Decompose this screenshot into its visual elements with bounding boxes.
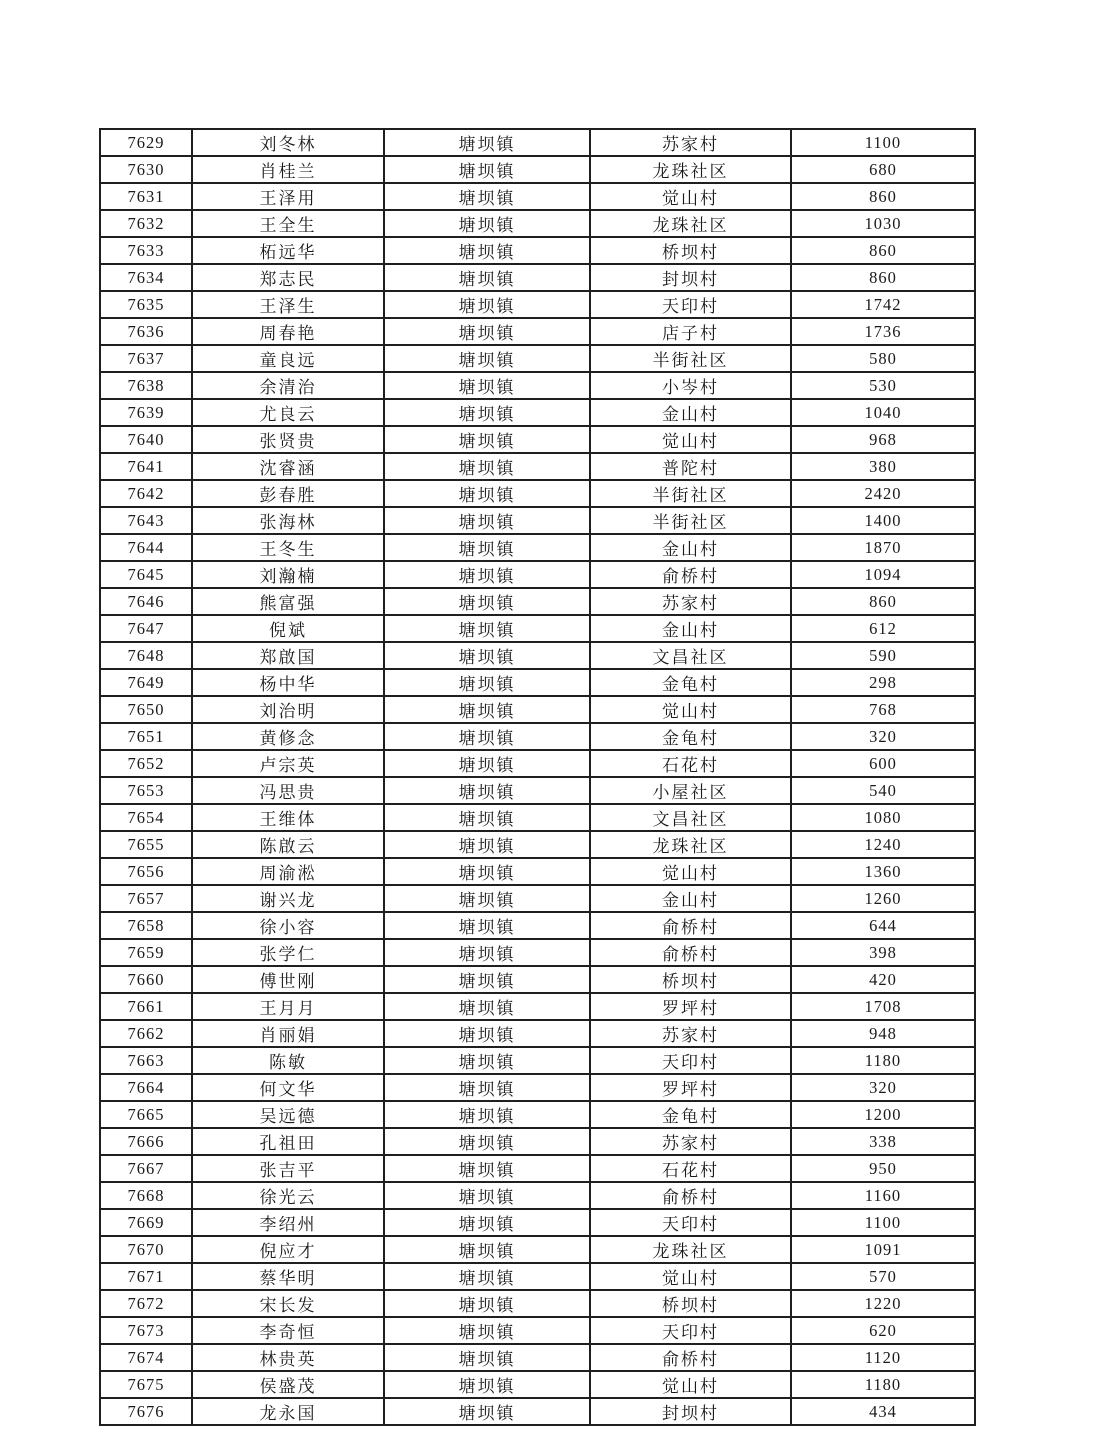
- village-cell: 俞桥村: [590, 1182, 791, 1209]
- table-row: [100, 588, 975, 615]
- serial-cell: 7637: [100, 345, 192, 372]
- serial-cell: 7666: [100, 1128, 192, 1155]
- town-cell: 塘坝镇: [384, 1317, 590, 1344]
- serial-cell: 7667: [100, 1155, 192, 1182]
- name-cell: 杨中华: [192, 669, 384, 696]
- amount-cell: 1094: [791, 561, 975, 588]
- serial-cell: 7629: [100, 129, 192, 156]
- name-cell: 柘远华: [192, 237, 384, 264]
- village-cell: 俞桥村: [590, 1344, 791, 1371]
- name-cell: 蔡华明: [192, 1263, 384, 1290]
- amount-cell: 1708: [791, 993, 975, 1020]
- town-cell: 塘坝镇: [384, 1236, 590, 1263]
- name-cell: 王月月: [192, 993, 384, 1020]
- table-row: [100, 885, 975, 912]
- name-cell: 沈睿涵: [192, 453, 384, 480]
- table-row: [100, 507, 975, 534]
- village-cell: 觉山村: [590, 1263, 791, 1290]
- amount-cell: 1240: [791, 831, 975, 858]
- town-cell: 塘坝镇: [384, 1020, 590, 1047]
- serial-cell: 7639: [100, 399, 192, 426]
- amount-cell: 540: [791, 777, 975, 804]
- serial-cell: 7644: [100, 534, 192, 561]
- amount-cell: 580: [791, 345, 975, 372]
- name-cell: 肖丽娟: [192, 1020, 384, 1047]
- town-cell: 塘坝镇: [384, 453, 590, 480]
- serial-cell: 7673: [100, 1317, 192, 1344]
- table-row: [100, 534, 975, 561]
- village-cell: 苏家村: [590, 129, 791, 156]
- name-cell: 王维体: [192, 804, 384, 831]
- table-row: [100, 831, 975, 858]
- table-row: [100, 804, 975, 831]
- serial-cell: 7640: [100, 426, 192, 453]
- amount-cell: 680: [791, 156, 975, 183]
- name-cell: 刘治明: [192, 696, 384, 723]
- town-cell: 塘坝镇: [384, 1371, 590, 1398]
- table-body: [100, 129, 975, 1425]
- name-cell: 李绍州: [192, 1209, 384, 1236]
- village-cell: 金龟村: [590, 1101, 791, 1128]
- amount-cell: 590: [791, 642, 975, 669]
- town-cell: 塘坝镇: [384, 1155, 590, 1182]
- table-row: [100, 1371, 975, 1398]
- amount-cell: 644: [791, 912, 975, 939]
- village-cell: 石花村: [590, 1155, 791, 1182]
- table-row: [100, 561, 975, 588]
- serial-cell: 7642: [100, 480, 192, 507]
- amount-cell: 950: [791, 1155, 975, 1182]
- village-cell: 半街社区: [590, 345, 791, 372]
- name-cell: 王冬生: [192, 534, 384, 561]
- village-cell: 桥坝村: [590, 1290, 791, 1317]
- village-cell: 天印村: [590, 1317, 791, 1344]
- serial-cell: 7657: [100, 885, 192, 912]
- village-cell: 苏家村: [590, 588, 791, 615]
- amount-cell: 420: [791, 966, 975, 993]
- serial-cell: 7663: [100, 1047, 192, 1074]
- name-cell: 徐光云: [192, 1182, 384, 1209]
- amount-cell: 768: [791, 696, 975, 723]
- serial-cell: 7641: [100, 453, 192, 480]
- village-cell: 石花村: [590, 750, 791, 777]
- serial-cell: 7656: [100, 858, 192, 885]
- village-cell: 封坝村: [590, 1398, 791, 1425]
- amount-cell: 1200: [791, 1101, 975, 1128]
- serial-cell: 7635: [100, 291, 192, 318]
- serial-cell: 7674: [100, 1344, 192, 1371]
- town-cell: 塘坝镇: [384, 1344, 590, 1371]
- serial-cell: 7649: [100, 669, 192, 696]
- name-cell: 谢兴龙: [192, 885, 384, 912]
- town-cell: 塘坝镇: [384, 912, 590, 939]
- town-cell: 塘坝镇: [384, 966, 590, 993]
- serial-cell: 7665: [100, 1101, 192, 1128]
- village-cell: 天印村: [590, 291, 791, 318]
- serial-cell: 7660: [100, 966, 192, 993]
- name-cell: 刘瀚楠: [192, 561, 384, 588]
- amount-cell: 860: [791, 588, 975, 615]
- name-cell: 龙永国: [192, 1398, 384, 1425]
- name-cell: 陈敏: [192, 1047, 384, 1074]
- serial-cell: 7659: [100, 939, 192, 966]
- amount-cell: 1870: [791, 534, 975, 561]
- table-row: [100, 345, 975, 372]
- village-cell: 苏家村: [590, 1020, 791, 1047]
- table-row: [100, 372, 975, 399]
- name-cell: 傅世刚: [192, 966, 384, 993]
- village-cell: 金山村: [590, 534, 791, 561]
- table-row: [100, 264, 975, 291]
- table-row: [100, 183, 975, 210]
- serial-cell: 7651: [100, 723, 192, 750]
- serial-cell: 7654: [100, 804, 192, 831]
- amount-cell: 298: [791, 669, 975, 696]
- table-row: [100, 1155, 975, 1182]
- amount-cell: 1180: [791, 1371, 975, 1398]
- name-cell: 彭春胜: [192, 480, 384, 507]
- name-cell: 余清治: [192, 372, 384, 399]
- name-cell: 吴远德: [192, 1101, 384, 1128]
- amount-cell: 1080: [791, 804, 975, 831]
- town-cell: 塘坝镇: [384, 183, 590, 210]
- table-row: [100, 237, 975, 264]
- town-cell: 塘坝镇: [384, 885, 590, 912]
- amount-cell: 320: [791, 723, 975, 750]
- town-cell: 塘坝镇: [384, 669, 590, 696]
- table-row: [100, 939, 975, 966]
- table-row: [100, 156, 975, 183]
- amount-cell: 434: [791, 1398, 975, 1425]
- town-cell: 塘坝镇: [384, 534, 590, 561]
- name-cell: 童良远: [192, 345, 384, 372]
- village-cell: 封坝村: [590, 264, 791, 291]
- town-cell: 塘坝镇: [384, 858, 590, 885]
- serial-cell: 7647: [100, 615, 192, 642]
- name-cell: 倪应才: [192, 1236, 384, 1263]
- village-cell: 半街社区: [590, 480, 791, 507]
- amount-cell: 1260: [791, 885, 975, 912]
- village-cell: 文昌社区: [590, 804, 791, 831]
- amount-cell: 530: [791, 372, 975, 399]
- amount-cell: 1360: [791, 858, 975, 885]
- serial-cell: 7630: [100, 156, 192, 183]
- village-cell: 金山村: [590, 615, 791, 642]
- name-cell: 黄修念: [192, 723, 384, 750]
- table-row: [100, 669, 975, 696]
- name-cell: 王全生: [192, 210, 384, 237]
- serial-cell: 7662: [100, 1020, 192, 1047]
- table-row: [100, 642, 975, 669]
- table-row: [100, 966, 975, 993]
- name-cell: 冯思贵: [192, 777, 384, 804]
- name-cell: 侯盛茂: [192, 1371, 384, 1398]
- village-cell: 天印村: [590, 1209, 791, 1236]
- serial-cell: 7669: [100, 1209, 192, 1236]
- town-cell: 塘坝镇: [384, 399, 590, 426]
- town-cell: 塘坝镇: [384, 1263, 590, 1290]
- name-cell: 李奇恒: [192, 1317, 384, 1344]
- amount-cell: 1736: [791, 318, 975, 345]
- village-cell: 俞桥村: [590, 561, 791, 588]
- village-cell: 普陀村: [590, 453, 791, 480]
- table-row: [100, 777, 975, 804]
- village-cell: 半街社区: [590, 507, 791, 534]
- table-row: [100, 696, 975, 723]
- town-cell: 塘坝镇: [384, 1209, 590, 1236]
- serial-cell: 7652: [100, 750, 192, 777]
- village-cell: 觉山村: [590, 858, 791, 885]
- village-cell: 罗坪村: [590, 1074, 791, 1101]
- town-cell: 塘坝镇: [384, 210, 590, 237]
- table-row: [100, 993, 975, 1020]
- table-row: [100, 129, 975, 156]
- table-row: [100, 1020, 975, 1047]
- amount-cell: 1030: [791, 210, 975, 237]
- table-row: [100, 1290, 975, 1317]
- name-cell: 王泽生: [192, 291, 384, 318]
- table-row: [100, 1317, 975, 1344]
- town-cell: 塘坝镇: [384, 291, 590, 318]
- town-cell: 塘坝镇: [384, 723, 590, 750]
- town-cell: 塘坝镇: [384, 372, 590, 399]
- village-cell: 龙珠社区: [590, 156, 791, 183]
- town-cell: 塘坝镇: [384, 561, 590, 588]
- serial-cell: 7676: [100, 1398, 192, 1425]
- serial-cell: 7645: [100, 561, 192, 588]
- table-row: [100, 1344, 975, 1371]
- name-cell: 刘冬林: [192, 129, 384, 156]
- village-cell: 店子村: [590, 318, 791, 345]
- table-row: [100, 1263, 975, 1290]
- table-row: [100, 1182, 975, 1209]
- village-cell: 小岑村: [590, 372, 791, 399]
- serial-cell: 7650: [100, 696, 192, 723]
- town-cell: 塘坝镇: [384, 804, 590, 831]
- amount-cell: 948: [791, 1020, 975, 1047]
- town-cell: 塘坝镇: [384, 264, 590, 291]
- town-cell: 塘坝镇: [384, 1398, 590, 1425]
- amount-cell: 398: [791, 939, 975, 966]
- table-row: [100, 426, 975, 453]
- village-cell: 金龟村: [590, 669, 791, 696]
- amount-cell: 1100: [791, 129, 975, 156]
- village-cell: 苏家村: [590, 1128, 791, 1155]
- name-cell: 周渝淞: [192, 858, 384, 885]
- name-cell: 林贵英: [192, 1344, 384, 1371]
- table-row: [100, 318, 975, 345]
- serial-cell: 7648: [100, 642, 192, 669]
- name-cell: 张贤贵: [192, 426, 384, 453]
- name-cell: 何文华: [192, 1074, 384, 1101]
- village-cell: 龙珠社区: [590, 1236, 791, 1263]
- town-cell: 塘坝镇: [384, 1074, 590, 1101]
- amount-cell: 1742: [791, 291, 975, 318]
- name-cell: 倪斌: [192, 615, 384, 642]
- table-row: [100, 1398, 975, 1425]
- town-cell: 塘坝镇: [384, 993, 590, 1020]
- town-cell: 塘坝镇: [384, 588, 590, 615]
- village-cell: 觉山村: [590, 696, 791, 723]
- town-cell: 塘坝镇: [384, 1047, 590, 1074]
- serial-cell: 7655: [100, 831, 192, 858]
- town-cell: 塘坝镇: [384, 615, 590, 642]
- amount-cell: 570: [791, 1263, 975, 1290]
- name-cell: 郑志民: [192, 264, 384, 291]
- town-cell: 塘坝镇: [384, 1101, 590, 1128]
- village-cell: 小屋社区: [590, 777, 791, 804]
- village-cell: 金龟村: [590, 723, 791, 750]
- town-cell: 塘坝镇: [384, 831, 590, 858]
- table-row: [100, 1209, 975, 1236]
- table-row: [100, 615, 975, 642]
- amount-cell: 612: [791, 615, 975, 642]
- amount-cell: 2420: [791, 480, 975, 507]
- amount-cell: 1180: [791, 1047, 975, 1074]
- amount-cell: 1091: [791, 1236, 975, 1263]
- village-cell: 龙珠社区: [590, 210, 791, 237]
- town-cell: 塘坝镇: [384, 1182, 590, 1209]
- serial-cell: 7633: [100, 237, 192, 264]
- table-row: [100, 723, 975, 750]
- table-row: [100, 1236, 975, 1263]
- serial-cell: 7653: [100, 777, 192, 804]
- town-cell: 塘坝镇: [384, 696, 590, 723]
- serial-cell: 7670: [100, 1236, 192, 1263]
- serial-cell: 7675: [100, 1371, 192, 1398]
- serial-cell: 7658: [100, 912, 192, 939]
- town-cell: 塘坝镇: [384, 237, 590, 264]
- village-cell: 桥坝村: [590, 237, 791, 264]
- serial-cell: 7631: [100, 183, 192, 210]
- village-cell: 觉山村: [590, 426, 791, 453]
- name-cell: 周春艳: [192, 318, 384, 345]
- town-cell: 塘坝镇: [384, 345, 590, 372]
- name-cell: 肖桂兰: [192, 156, 384, 183]
- serial-cell: 7646: [100, 588, 192, 615]
- name-cell: 尤良云: [192, 399, 384, 426]
- serial-cell: 7634: [100, 264, 192, 291]
- name-cell: 郑啟国: [192, 642, 384, 669]
- table-row: [100, 1047, 975, 1074]
- name-cell: 卢宗英: [192, 750, 384, 777]
- town-cell: 塘坝镇: [384, 318, 590, 345]
- amount-cell: 860: [791, 237, 975, 264]
- amount-cell: 320: [791, 1074, 975, 1101]
- amount-cell: 620: [791, 1317, 975, 1344]
- amount-cell: 338: [791, 1128, 975, 1155]
- table-row: [100, 480, 975, 507]
- town-cell: 塘坝镇: [384, 939, 590, 966]
- amount-cell: 1160: [791, 1182, 975, 1209]
- table-row: [100, 210, 975, 237]
- village-cell: 桥坝村: [590, 966, 791, 993]
- name-cell: 孔祖田: [192, 1128, 384, 1155]
- table-row: [100, 750, 975, 777]
- amount-cell: 600: [791, 750, 975, 777]
- table-row: [100, 858, 975, 885]
- village-cell: 罗坪村: [590, 993, 791, 1020]
- table-row: [100, 1074, 975, 1101]
- town-cell: 塘坝镇: [384, 129, 590, 156]
- town-cell: 塘坝镇: [384, 426, 590, 453]
- amount-cell: 1220: [791, 1290, 975, 1317]
- village-cell: 文昌社区: [590, 642, 791, 669]
- amount-cell: 860: [791, 264, 975, 291]
- name-cell: 王泽用: [192, 183, 384, 210]
- amount-cell: 380: [791, 453, 975, 480]
- name-cell: 张吉平: [192, 1155, 384, 1182]
- amount-cell: 968: [791, 426, 975, 453]
- serial-cell: 7661: [100, 993, 192, 1020]
- name-cell: 徐小容: [192, 912, 384, 939]
- village-cell: 金山村: [590, 885, 791, 912]
- town-cell: 塘坝镇: [384, 750, 590, 777]
- table-row: [100, 291, 975, 318]
- name-cell: 熊富强: [192, 588, 384, 615]
- village-cell: 觉山村: [590, 183, 791, 210]
- serial-cell: 7664: [100, 1074, 192, 1101]
- village-cell: 金山村: [590, 399, 791, 426]
- village-cell: 天印村: [590, 1047, 791, 1074]
- serial-cell: 7671: [100, 1263, 192, 1290]
- name-cell: 宋长发: [192, 1290, 384, 1317]
- town-cell: 塘坝镇: [384, 156, 590, 183]
- village-cell: 龙珠社区: [590, 831, 791, 858]
- village-cell: 觉山村: [590, 1371, 791, 1398]
- serial-cell: 7643: [100, 507, 192, 534]
- table-row: [100, 1101, 975, 1128]
- village-cell: 俞桥村: [590, 912, 791, 939]
- table-row: [100, 453, 975, 480]
- table-row: [100, 1128, 975, 1155]
- town-cell: 塘坝镇: [384, 777, 590, 804]
- name-cell: 张海林: [192, 507, 384, 534]
- serial-cell: 7672: [100, 1290, 192, 1317]
- amount-cell: 1040: [791, 399, 975, 426]
- town-cell: 塘坝镇: [384, 642, 590, 669]
- town-cell: 塘坝镇: [384, 507, 590, 534]
- amount-cell: 860: [791, 183, 975, 210]
- data-table: [99, 128, 976, 1426]
- amount-cell: 1120: [791, 1344, 975, 1371]
- town-cell: 塘坝镇: [384, 1128, 590, 1155]
- serial-cell: 7638: [100, 372, 192, 399]
- table-row: [100, 399, 975, 426]
- town-cell: 塘坝镇: [384, 480, 590, 507]
- name-cell: 陈啟云: [192, 831, 384, 858]
- amount-cell: 1400: [791, 507, 975, 534]
- serial-cell: 7636: [100, 318, 192, 345]
- town-cell: 塘坝镇: [384, 1290, 590, 1317]
- table-row: [100, 912, 975, 939]
- name-cell: 张学仁: [192, 939, 384, 966]
- serial-cell: 7632: [100, 210, 192, 237]
- amount-cell: 1100: [791, 1209, 975, 1236]
- serial-cell: 7668: [100, 1182, 192, 1209]
- village-cell: 俞桥村: [590, 939, 791, 966]
